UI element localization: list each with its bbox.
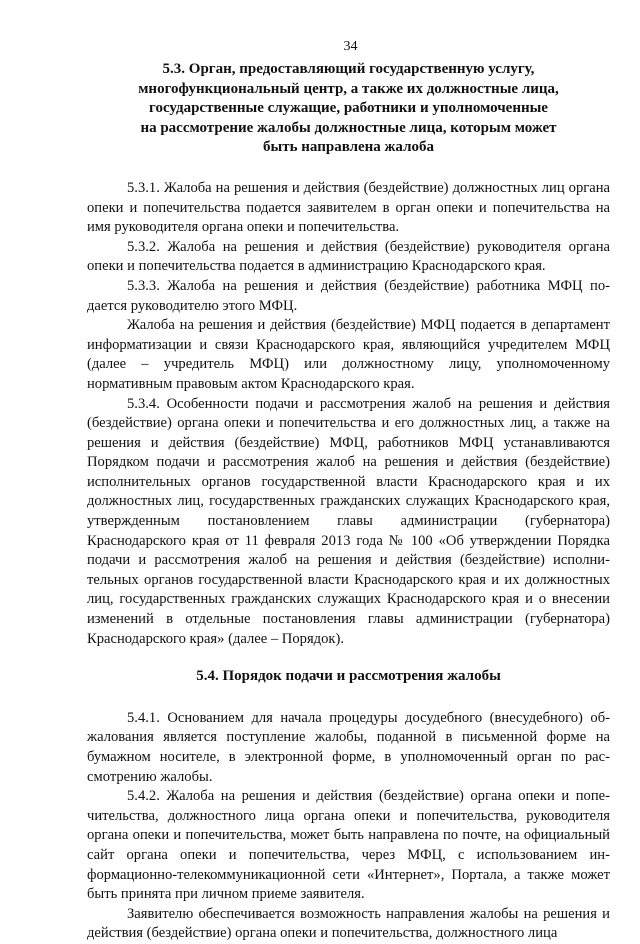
heading-line: многофункциональный центр, а также их должностные лица, <box>138 80 559 97</box>
heading-line: на рассмотрение жалобы должностные лица, которым может <box>140 119 557 136</box>
section-5-4-body <box>87 709 610 944</box>
paragraph-5-4-2: 5.4.2. Жалоба на решения и действия (бездействие) органа опеки и попечительства, должностного лица органа опеки и попечительства, руководителя органа опеки и попечительства, может быть направлена по почте, на официальный сайт органа опеки и попечительства, через МФЦ, с использованием информационно-телекоммуникационной сети «Интернет», Портала, а также может быть принята при личном приеме заявителя. <box>87 788 610 903</box>
paragraph-5-4-1: 5.4.1. Основанием для начала процедуры досудебного (внесудебного) обжалования является поступление жалобы, поданной в письменной форме на бумажном носителе, в электронной форме, в уполномоченный орган по рассмотрению жалобы. <box>87 709 610 785</box>
section-5-3-body <box>87 179 610 649</box>
heading-line: 5.3. Орган, предоставляющий государственную услугу, <box>162 61 535 77</box>
heading-line: быть направлена жалоба <box>263 139 434 156</box>
heading-line: государственные служащие, работники и уполномоченные <box>149 100 548 117</box>
section-5-4-heading: 5.4. Порядок подачи и рассмотрения жалобы <box>196 668 501 685</box>
paragraph-5-3-1: 5.3.1. Жалоба на решения и действия (бездействие) должностных лиц органа опеки и попечительства подается заявителем в орган опеки и попечительства на имя руководителя органа опеки и попечительства. <box>87 179 610 236</box>
paragraph-5-3-4: 5.3.4. Особенности подачи и рассмотрения жалоб на решения и действия (бездействие) органа опеки и попечительства и его должностных лиц, а также на решения и действия (бездействие) МФЦ, работников МФЦ устанавливаются Порядком подачи и рассмотрения жалоб на решения и действия (бездействие) исполнительных органов государственной власти Краснодарского края и их должностных лиц, государственных гражданских служащих Краснодарского края, утвержденным постановлением главы администрации (губернатора) Краснодарского края от 11 февраля 2013 года № 100 «Об утверждении Порядка подачи и рассмотрения жалоб на решения и действия (бездействие) исполнительных органов государственной власти Краснодарского края и их должностных лиц, государственных гражданских служащих Краснодарского края и о внесении изменений в отдельные постановления главы администрации (губернатора) Краснодарского края» (далее – Порядок). <box>87 395 610 647</box>
page-number: 34 <box>343 39 358 54</box>
paragraph-5-3-3: 5.3.3. Жалоба на решения и действия (бездействие) работника МФЦ подается руководителю этого МФЦ. <box>87 277 610 314</box>
section-5-3-heading <box>87 60 610 158</box>
paragraph-applicant-right: Заявителю обеспечивается возможность направления жалобы на решения и действия (бездействие) органа опеки и попечительства, должностного лица <box>87 905 610 942</box>
paragraph-5-3-2: 5.3.2. Жалоба на решения и действия (бездействие) руководителя органа опеки и попечительства подается в администрацию Краснодарского края. <box>87 238 610 275</box>
paragraph-mfc-complaint: Жалоба на решения и действия (бездействие) МФЦ подается в департамент информатизации и связи Краснодарского края, являющийся учредителем МФЦ (далее – учредитель МФЦ) или должностному лицу, уполномоченному нормативным правовым актом Краснодарского края. <box>87 317 610 392</box>
